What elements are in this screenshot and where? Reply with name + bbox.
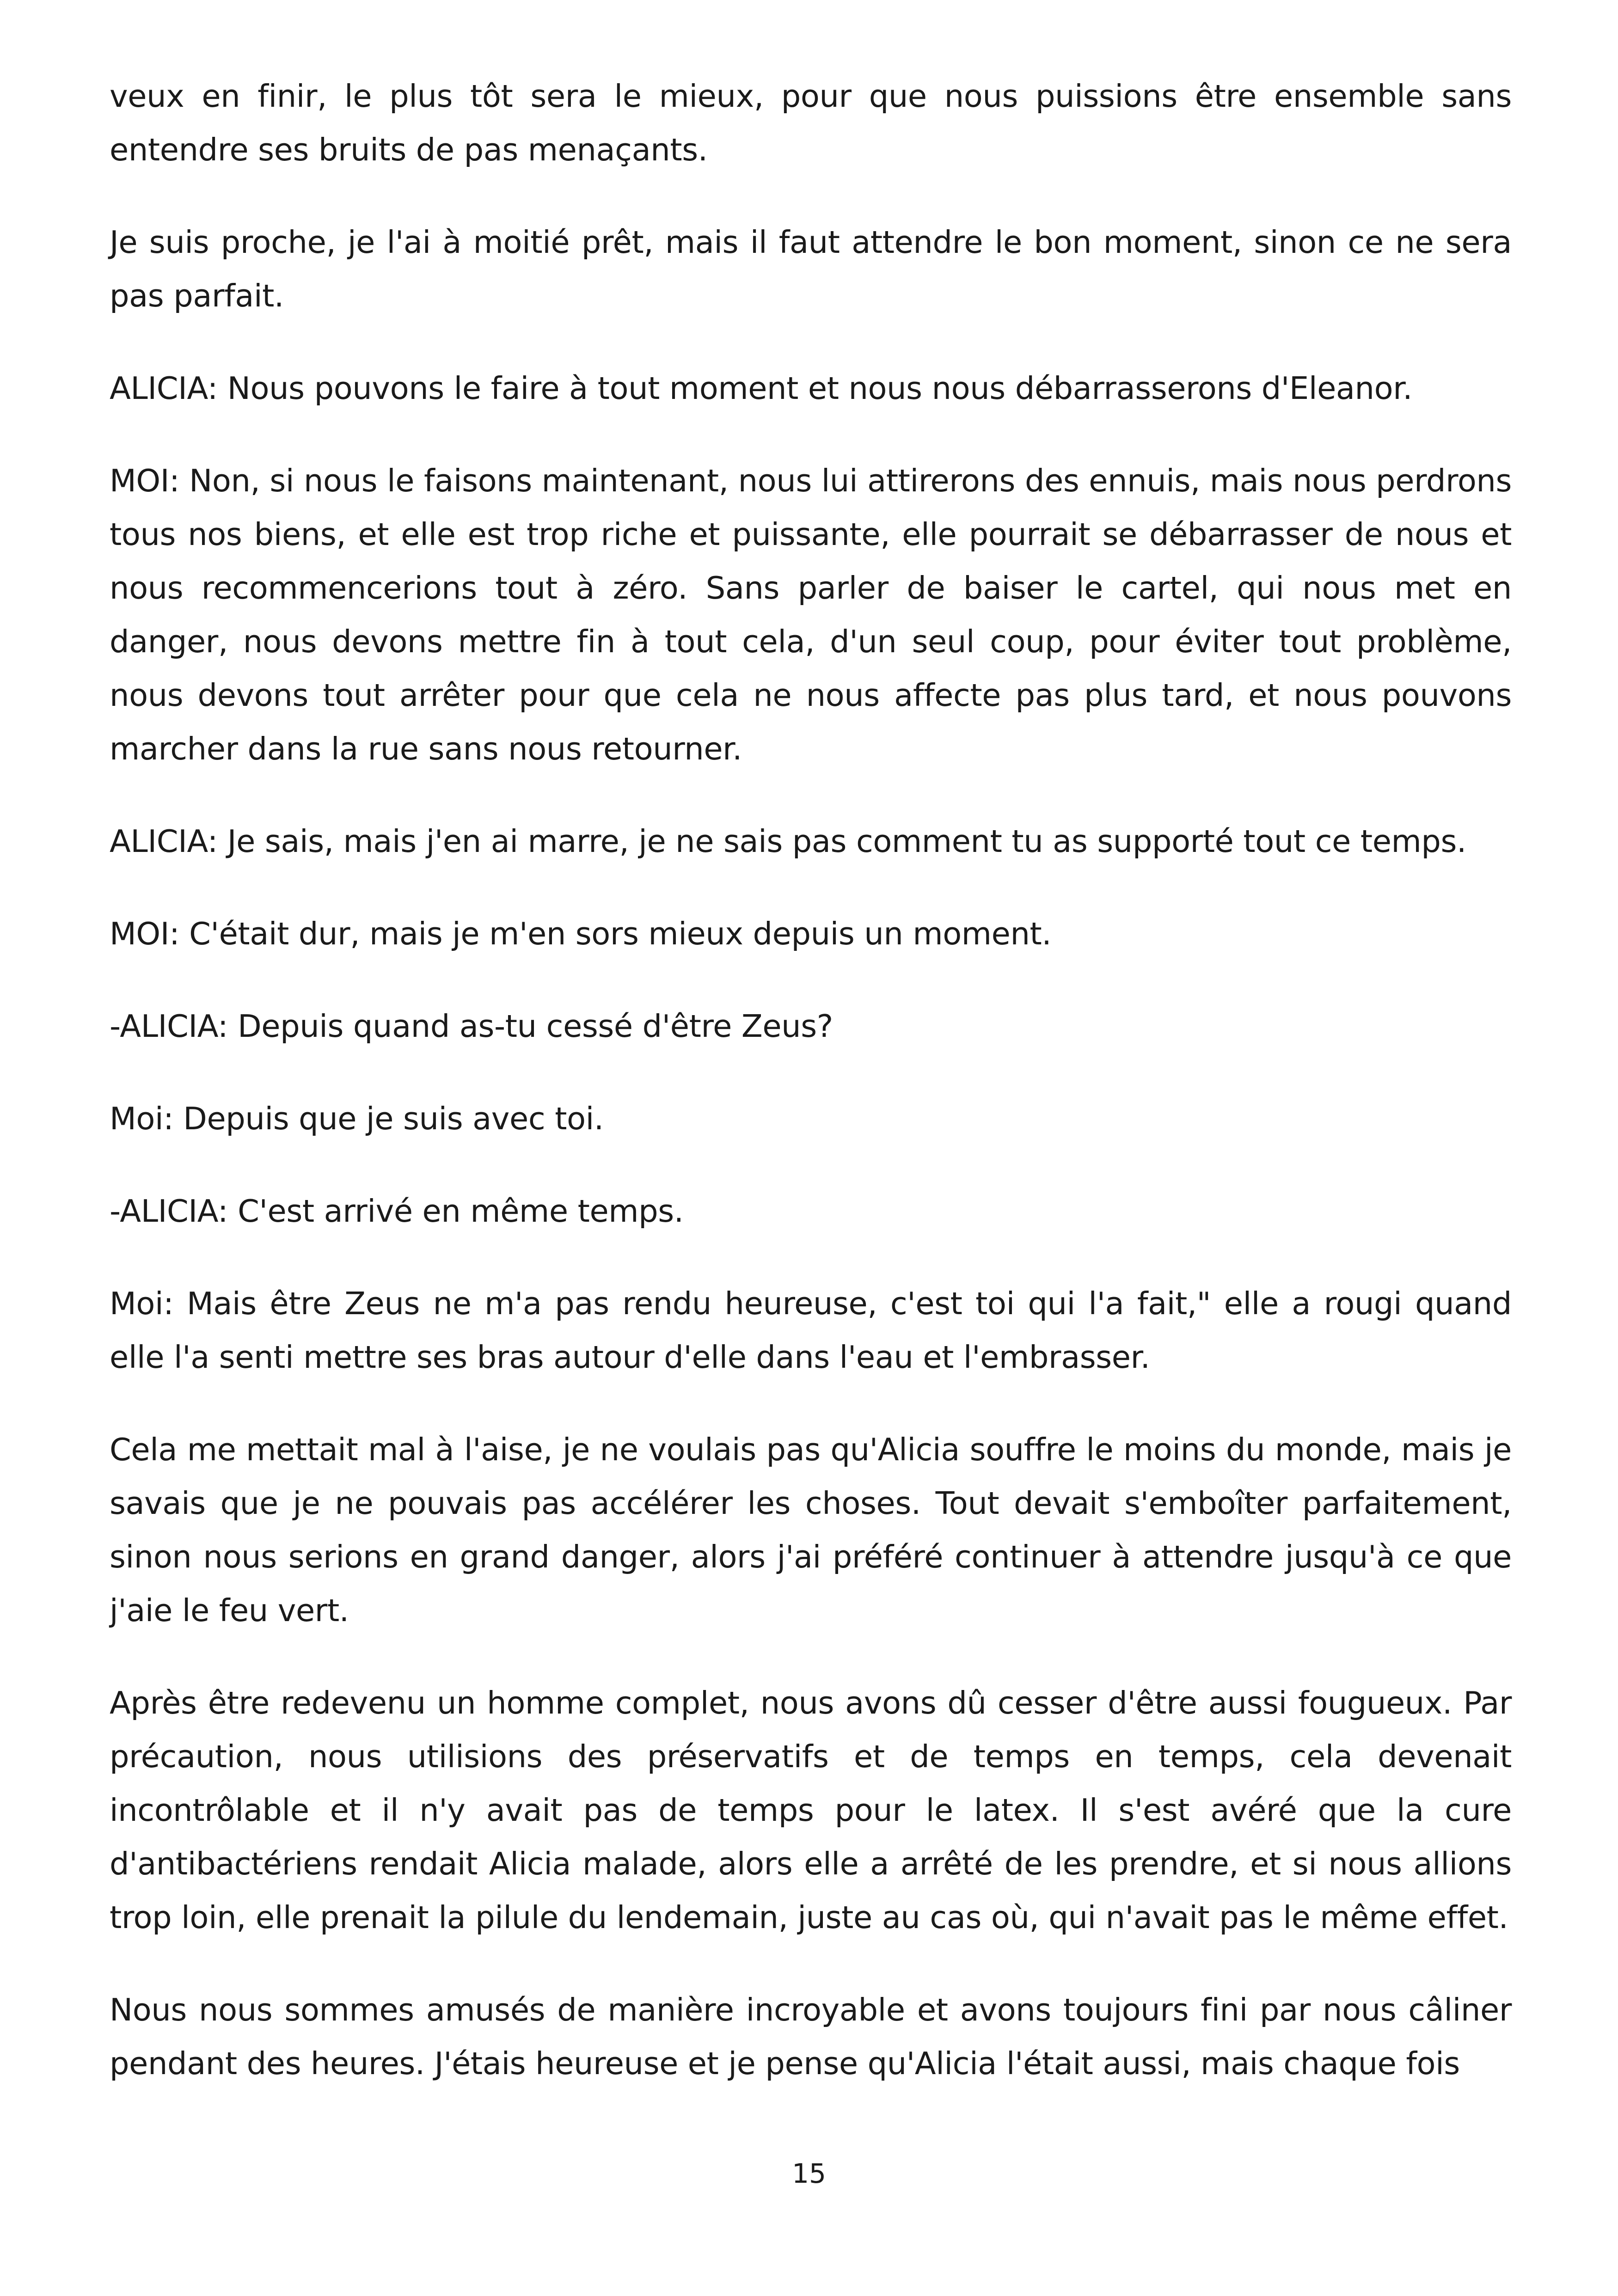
paragraph-1: veux en finir, le plus tôt sera le mieux, pour que nous puissions être ensemble sans entendre ses bruits de pas menaçants. — [110, 78, 1512, 168]
document-body — [110, 69, 1512, 2129]
paragraph-7: -ALICIA: Depuis quand as-tu cessé d'être Zeus? — [110, 1008, 833, 1044]
paragraph-4: MOI: Non, si nous le faisons maintenant, nous lui attirerons des ennuis, mais nous perdrons tous nos biens, et elle est trop riche et puissante, elle pourrait se débarrasser de nous et nous recommencerions tout à zéro. Sans parler de baiser le cartel, qui nous met en danger, nous devons mettre fin à tout cela, d'un seul coup, pour éviter tout problème, nous devons tout arrêter pour que cela ne nous affecte pas plus tard, et nous pouvons marcher dans la rue sans nous retourner. — [110, 463, 1512, 767]
paragraph-12: Après être redevenu un homme complet, nous avons dû cesser d'être aussi fougueux. Par précaution, nous utilisions des préservatifs et de temps en temps, cela devenait incontrôlable et il n'y avait pas de temps pour le latex. Il s'est avéré que la cure d'antibactériens rendait Alicia malade, alors elle a arrêté de les prendre, et si nous allions trop loin, elle prenait la pilule du lendemain, juste au cas où, qui n'avait pas le même effet. — [110, 1685, 1512, 1935]
paragraph-5: ALICIA: Je sais, mais j'en ai marre, je ne sais pas comment tu as supporté tout ce temps. — [110, 823, 1466, 859]
paragraph-8: Moi: Depuis que je suis avec toi. — [110, 1101, 604, 1137]
paragraph-3: ALICIA: Nous pouvons le faire à tout moment et nous nous débarrasserons d'Eleanor. — [110, 370, 1413, 406]
paragraph-11: Cela me mettait mal à l'aise, je ne voulais pas qu'Alicia souffre le moins du monde, mais je savais que je ne pouvais pas accélérer les choses. Tout devait s'emboîter parfaitement, sinon nous serions en grand danger, alors j'ai préféré continuer à attendre jusqu'à ce que j'aie le feu vert. — [110, 1432, 1512, 1629]
paragraph-10: Moi: Mais être Zeus ne m'a pas rendu heureuse, c'est toi qui l'a fait," elle a rougi quand elle l'a senti mettre ses bras autour d'elle dans l'eau et l'embrasser. — [110, 1286, 1512, 1375]
paragraph-6: MOI: C'était dur, mais je m'en sors mieux depuis un moment. — [110, 916, 1052, 952]
paragraph-13: Nous nous sommes amusés de manière incroyable et avons toujours fini par nous câliner pendant des heures. J'étais heureuse et je pense qu'Alicia l'était aussi, mais chaque fois — [110, 1992, 1512, 2082]
paragraph-2: Je suis proche, je l'ai à moitié prêt, mais il faut attendre le bon moment, sinon ce ne sera pas parfait. — [110, 224, 1512, 314]
paragraph-9: -ALICIA: C'est arrivé en même temps. — [110, 1193, 684, 1229]
page-number: 15 — [792, 2158, 826, 2189]
